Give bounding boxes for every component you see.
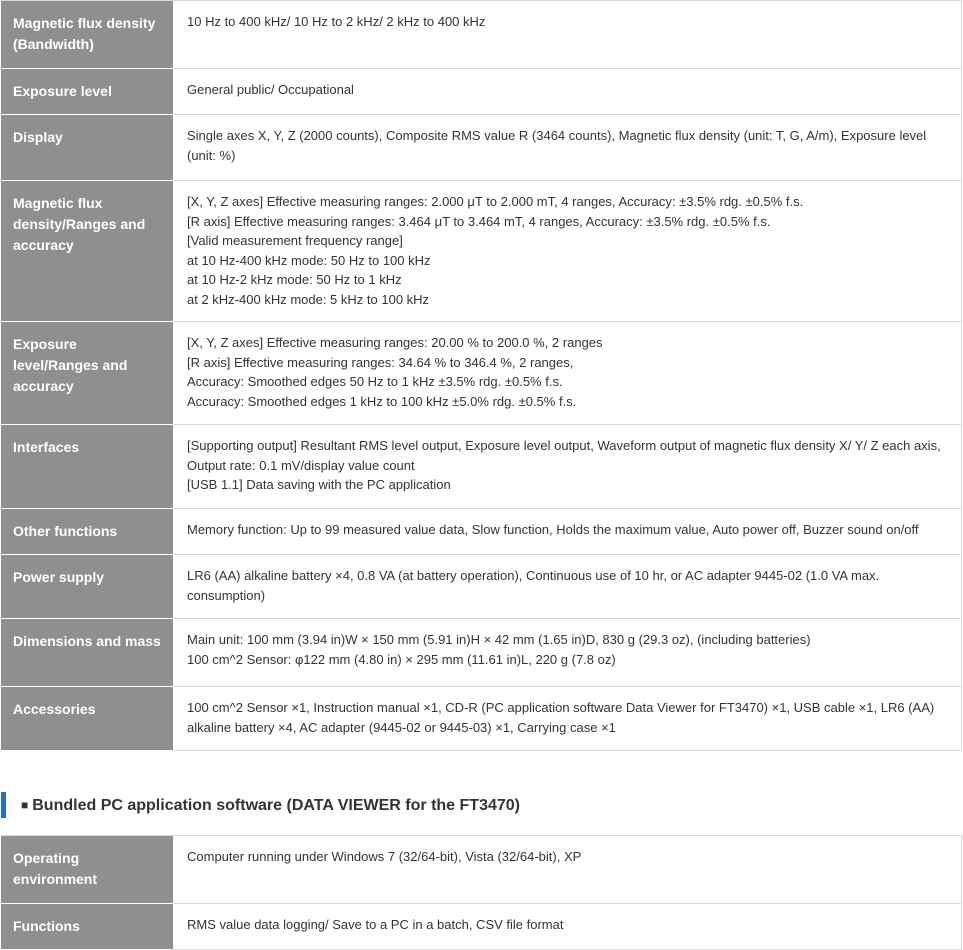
spec-value	[173, 1, 962, 69]
spec-value	[173, 69, 962, 115]
square-bullet-icon: ■	[21, 798, 29, 812]
spec-value	[173, 836, 962, 904]
spec-label: Operating environment	[1, 836, 173, 904]
spec-row	[1, 69, 962, 115]
spec-value-line: 100 cm^2 Sensor: φ122 mm (4.80 in) × 295 mm (11.61 in)L, 220 g (7.8 oz)	[187, 651, 616, 667]
spec-label: Magnetic flux density (Bandwidth)	[1, 1, 173, 69]
spec-label: Functions	[1, 904, 173, 950]
spec-value-line: Computer running under Windows 7 (32/64-bit), Vista (32/64-bit), XP	[187, 849, 582, 864]
spec-label: Accessories	[1, 687, 173, 751]
specifications-table-body	[1, 1, 962, 751]
spec-value-line: at 10 Hz-2 kHz mode: 50 Hz to 1 kHz	[187, 272, 402, 287]
spec-value	[173, 555, 962, 619]
software-table-body	[1, 836, 962, 950]
spec-value	[173, 687, 962, 751]
spec-label: Exposure level	[1, 69, 173, 115]
section-heading	[1, 792, 963, 818]
spec-row	[1, 181, 962, 322]
spec-value-line: General public/ Occupational	[187, 82, 354, 97]
spec-value-line: RMS value data logging/ Save to a PC in a batch, CSV file format	[187, 917, 564, 932]
spec-row	[1, 509, 962, 555]
spec-label: Display	[1, 115, 173, 181]
spec-value	[173, 115, 962, 181]
spec-label: Magnetic flux density/Ranges and accuracy	[1, 181, 173, 322]
spec-value-line: Accuracy: Smoothed edges 50 Hz to 1 kHz ±3.5% rdg. ±0.5% f.s.	[187, 374, 563, 389]
spec-value	[173, 322, 962, 425]
spec-value-line: [X, Y, Z axes] Effective measuring ranges: 20.00 % to 200.0 %, 2 ranges	[187, 335, 603, 350]
spec-value	[173, 425, 962, 509]
spec-row	[1, 425, 962, 509]
spec-value	[173, 619, 962, 687]
software-table	[1, 835, 962, 950]
spec-value-line: 10 Hz to 400 kHz/ 10 Hz to 2 kHz/ 2 kHz to 400 kHz	[187, 14, 486, 29]
spec-value-line: [R axis] Effective measuring ranges: 3.464 μT to 3.464 mT, 4 ranges, Accuracy: ±3.5% rdg. ±0.5% f.s.	[187, 213, 771, 229]
spec-row	[1, 904, 962, 950]
spec-label: Exposure level/Ranges and accuracy	[1, 322, 173, 425]
spec-value-line: Output rate: 0.1 mV/display value count	[187, 457, 415, 473]
spec-value-line: 100 cm^2 Sensor ×1, Instruction manual ×1, CD-R (PC application software Data Viewer for FT3470) ×1, USB cable ×1, LR6 (AA) alkaline battery ×4, AC adapter (9445-02 or 9445-03) ×1, Carrying case ×1	[187, 700, 935, 735]
spec-value	[173, 181, 962, 322]
spec-row	[1, 619, 962, 687]
spec-label: Dimensions and mass	[1, 619, 173, 687]
spec-value-line: Memory function: Up to 99 measured value data, Slow function, Holds the maximum value, Auto power off, Buzzer sound on/off	[187, 522, 919, 537]
spec-row	[1, 555, 962, 619]
spec-value	[173, 904, 962, 950]
spec-row	[1, 1, 962, 69]
spec-value-line: Main unit: 100 mm (3.94 in)W × 150 mm (5.91 in)H × 42 mm (1.65 in)D, 830 g (29.3 oz), (including batteries)	[187, 632, 811, 647]
spec-value-line: LR6 (AA) alkaline battery ×4, 0.8 VA (at battery operation), Continuous use of 10 hr, or AC adapter 9445-02 (1.0 VA max. consumption)	[187, 568, 880, 603]
spec-label: Power supply	[1, 555, 173, 619]
specifications-table	[1, 0, 962, 751]
spec-value-line: at 10 Hz-400 kHz mode: 50 Hz to 100 kHz	[187, 252, 431, 268]
spec-value	[173, 509, 962, 555]
section-accent-bar	[1, 792, 6, 818]
spec-value-line: [R axis] Effective measuring ranges: 34.64 % to 346.4 %, 2 ranges,	[187, 354, 574, 370]
spec-row	[1, 322, 962, 425]
spec-value-line: [Valid measurement frequency range]	[187, 233, 403, 248]
spec-value-line: [X, Y, Z axes] Effective measuring ranges: 2.000 μT to 2.000 mT, 4 ranges, Accuracy: ±3.5% rdg. ±0.5% f.s.	[187, 194, 804, 209]
spec-label: Interfaces	[1, 425, 173, 509]
spec-value-line: [USB 1.1] Data saving with the PC application	[187, 477, 451, 492]
spec-label: Other functions	[1, 509, 173, 555]
spec-row	[1, 687, 962, 751]
spec-value-line: Single axes X, Y, Z (2000 counts), Composite RMS value R (3464 counts), Magnetic flux density (unit: T, G, A/m), Exposure level (unit: %)	[187, 128, 927, 163]
spec-value-line: [Supporting output] Resultant RMS level output, Exposure level output, Waveform output of magnetic flux density X/ Y/ Z each axis,	[187, 438, 941, 453]
spec-value-line: at 2 kHz-400 kHz mode: 5 kHz to 100 kHz	[187, 291, 430, 307]
spec-value-line: Accuracy: Smoothed edges 1 kHz to 100 kHz ±5.0% rdg. ±0.5% f.s.	[187, 393, 577, 409]
section-title: Bundled PC application software (DATA VIEWER for the FT3470)	[32, 797, 520, 814]
spec-row	[1, 115, 962, 181]
spec-row	[1, 836, 962, 904]
